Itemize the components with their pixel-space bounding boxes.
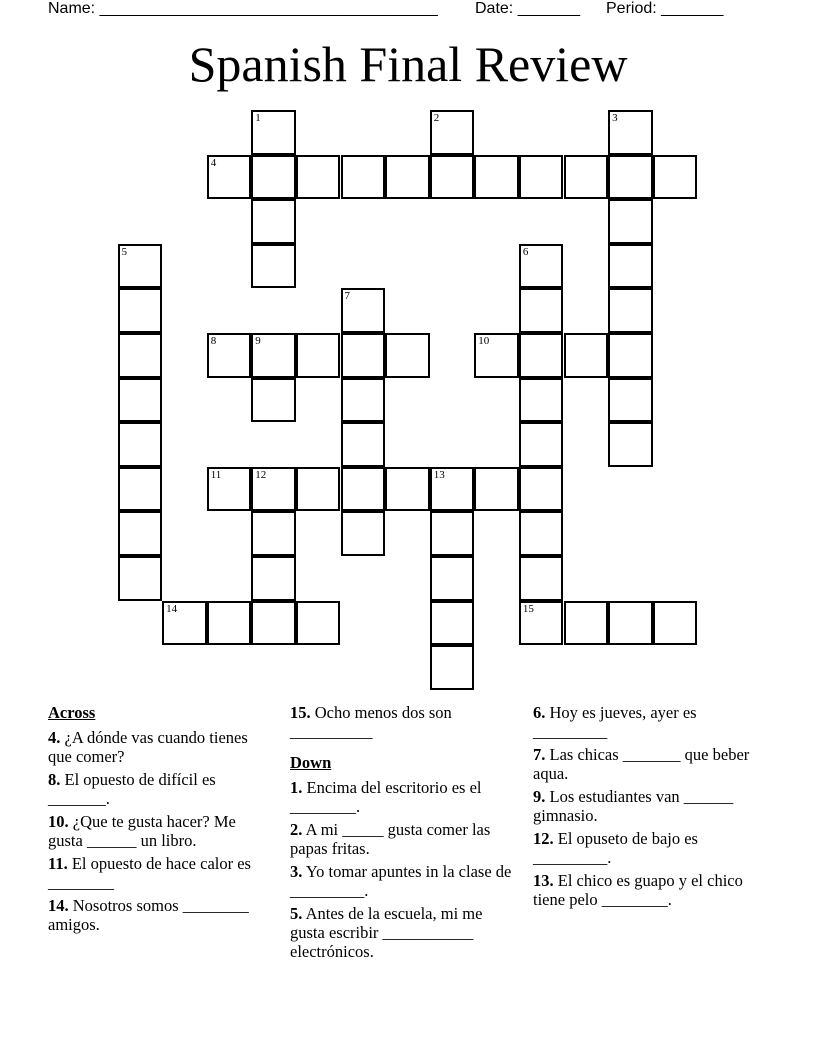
crossword-cell — [207, 467, 252, 512]
clue-text: Yo tomar apuntes in la clase de _________. — [290, 862, 512, 900]
crossword-cell — [608, 110, 653, 155]
clue-across-15 — [290, 703, 515, 741]
crossword-cell — [251, 244, 296, 289]
clue-down-1 — [290, 778, 515, 816]
crossword-cell — [118, 422, 163, 467]
crossword-cell — [207, 155, 252, 200]
date-field-label: Date: _______ — [475, 0, 580, 17]
clue-text: ¿A dónde vas cuando tienes que comer? — [48, 728, 248, 766]
clue-across-11 — [48, 854, 273, 892]
crossword-cell — [251, 556, 296, 601]
crossword-cell — [519, 378, 564, 423]
clue-text: Las chicas _______ que beber aqua. — [533, 745, 750, 783]
crossword-cell — [207, 601, 252, 646]
clue-across-14 — [48, 896, 273, 934]
crossword-cell — [118, 378, 163, 423]
crossword-cell — [296, 155, 341, 200]
crossword-cell — [519, 288, 564, 333]
clues-column-1 — [48, 703, 273, 938]
crossword-cell — [608, 333, 653, 378]
crossword-cell — [118, 467, 163, 512]
clue-number: 14. — [48, 896, 69, 915]
cell-number: 14 — [166, 602, 178, 615]
crossword-cell — [653, 601, 698, 646]
down-heading: Down — [290, 753, 332, 772]
cell-number: 6 — [522, 245, 529, 258]
crossword-cell — [385, 467, 430, 512]
crossword-cell — [251, 199, 296, 244]
crossword-cell — [564, 155, 609, 200]
clue-text: El opuesto de hace calor es ________ — [48, 854, 251, 892]
clue-number: 2. — [290, 820, 303, 839]
crossword-cell — [608, 601, 653, 646]
clue-down-5 — [290, 904, 515, 961]
cell-number: 3 — [612, 112, 618, 124]
crossword-cell — [474, 467, 519, 512]
crossword-cell — [474, 333, 519, 378]
cell-number: 8 — [210, 335, 217, 347]
crossword-cell — [519, 556, 564, 601]
crossword-cell — [430, 467, 475, 512]
crossword-cell — [251, 467, 296, 512]
crossword-cell — [296, 333, 341, 378]
clue-number: 15. — [290, 703, 311, 722]
cell-number: 1 — [255, 112, 261, 124]
crossword-cell — [341, 422, 386, 467]
crossword-cell — [118, 511, 163, 556]
crossword-cell — [341, 378, 386, 423]
name-field-label: Name: ______________________________________ — [48, 0, 438, 17]
cell-number: 4 — [210, 156, 217, 169]
clue-text: El opuseto de bajo es _________. — [533, 829, 698, 867]
crossword-cell — [519, 467, 564, 512]
crossword-cell — [296, 467, 341, 512]
clue-number: 6. — [533, 703, 546, 722]
clue-across-8 — [48, 770, 273, 808]
clue-number: 12. — [533, 829, 554, 848]
clue-text: Antes de la escuela, mi me gusta escribir ___________ electrónicos. — [290, 904, 483, 961]
crossword-cell — [564, 333, 609, 378]
crossword-cell — [519, 511, 564, 556]
clue-down-3 — [290, 862, 515, 900]
crossword-cell — [251, 378, 296, 423]
cell-number: 15 — [522, 602, 534, 615]
clue-number: 10. — [48, 812, 69, 831]
crossword-cell — [341, 511, 386, 556]
clue-number: 8. — [48, 770, 61, 789]
crossword-cell — [519, 333, 564, 378]
clue-number: 1. — [290, 778, 303, 797]
crossword-cell — [430, 645, 475, 690]
crossword-cell — [118, 288, 163, 333]
period-field-label: Period: _______ — [606, 0, 724, 17]
crossword-cell — [251, 511, 296, 556]
crossword-cell — [430, 556, 475, 601]
across-heading: Across — [48, 703, 96, 722]
crossword-cell — [430, 601, 475, 646]
clue-number: 11. — [48, 854, 68, 873]
crossword-cell — [519, 601, 564, 646]
crossword-cell — [564, 601, 609, 646]
clue-text: Ocho menos dos son __________ — [290, 703, 452, 741]
clue-number: 4. — [48, 728, 61, 747]
crossword-cell — [207, 333, 252, 378]
clue-number: 13. — [533, 871, 554, 890]
crossword-cell — [118, 333, 163, 378]
clue-down-13 — [533, 871, 758, 909]
crossword-cell — [162, 601, 207, 646]
clue-text: El chico es guapo y el chico tiene pelo ________. — [533, 871, 743, 909]
clue-across-10 — [48, 812, 273, 850]
clue-down-12 — [533, 829, 758, 867]
clue-text: Nosotros somos ________ amigos. — [48, 896, 249, 934]
crossword-cell — [608, 378, 653, 423]
cell-number: 5 — [121, 245, 127, 258]
clue-number: 3. — [290, 862, 303, 881]
clue-text: Los estudiantes van ______ gimnasio. — [533, 787, 734, 825]
cell-number: 9 — [255, 335, 261, 347]
clue-text: Encima del escritorio es el ________. — [290, 778, 482, 816]
crossword-cell — [519, 155, 564, 200]
crossword-cell — [430, 155, 475, 200]
cell-number: 11 — [210, 468, 222, 481]
clues-column-2 — [290, 703, 515, 965]
cell-number: 13 — [433, 468, 445, 481]
crossword-cell — [251, 601, 296, 646]
clue-number: 9. — [533, 787, 546, 806]
crossword-cell — [608, 288, 653, 333]
clue-text: A mi _____ gusta comer las papas fritas. — [290, 820, 491, 858]
crossword-cell — [341, 467, 386, 512]
crossword-cell — [608, 422, 653, 467]
crossword-cell — [519, 422, 564, 467]
clue-text: El opuesto de difícil es _______. — [48, 770, 216, 808]
crossword-cell — [385, 155, 430, 200]
crossword-cell — [341, 155, 386, 200]
cell-number: 10 — [478, 335, 490, 347]
clue-number: 5. — [290, 904, 303, 923]
crossword-cell — [474, 155, 519, 200]
crossword-cell — [251, 333, 296, 378]
clue-down-7 — [533, 745, 758, 783]
crossword-cell — [519, 244, 564, 289]
crossword-cell — [296, 601, 341, 646]
crossword-cell — [385, 333, 430, 378]
clue-text: ¿Que te gusta hacer? Me gusta ______ un libro. — [48, 812, 236, 850]
crossword-cell — [608, 244, 653, 289]
crossword-cell — [430, 110, 475, 155]
crossword-cell — [251, 155, 296, 200]
clues-column-3 — [533, 703, 758, 913]
clue-across-4 — [48, 728, 273, 766]
crossword-cell — [608, 199, 653, 244]
crossword-cell — [118, 556, 163, 601]
clue-down-6 — [533, 703, 758, 741]
crossword-cell — [430, 511, 475, 556]
crossword-cell — [608, 155, 653, 200]
cell-number: 2 — [433, 112, 440, 124]
clue-text: Hoy es jueves, ayer es _________ — [533, 703, 697, 741]
clue-down-2 — [290, 820, 515, 858]
crossword-cell — [251, 110, 296, 155]
page-title: Spanish Final Review — [188, 36, 628, 92]
cell-number: 7 — [344, 290, 350, 303]
crossword-cell — [653, 155, 698, 200]
clue-number: 7. — [533, 745, 546, 764]
cell-number: 12 — [255, 468, 267, 481]
clue-down-9 — [533, 787, 758, 825]
crossword-cell — [341, 333, 386, 378]
crossword-cell — [118, 244, 163, 289]
crossword-cell — [341, 288, 386, 333]
